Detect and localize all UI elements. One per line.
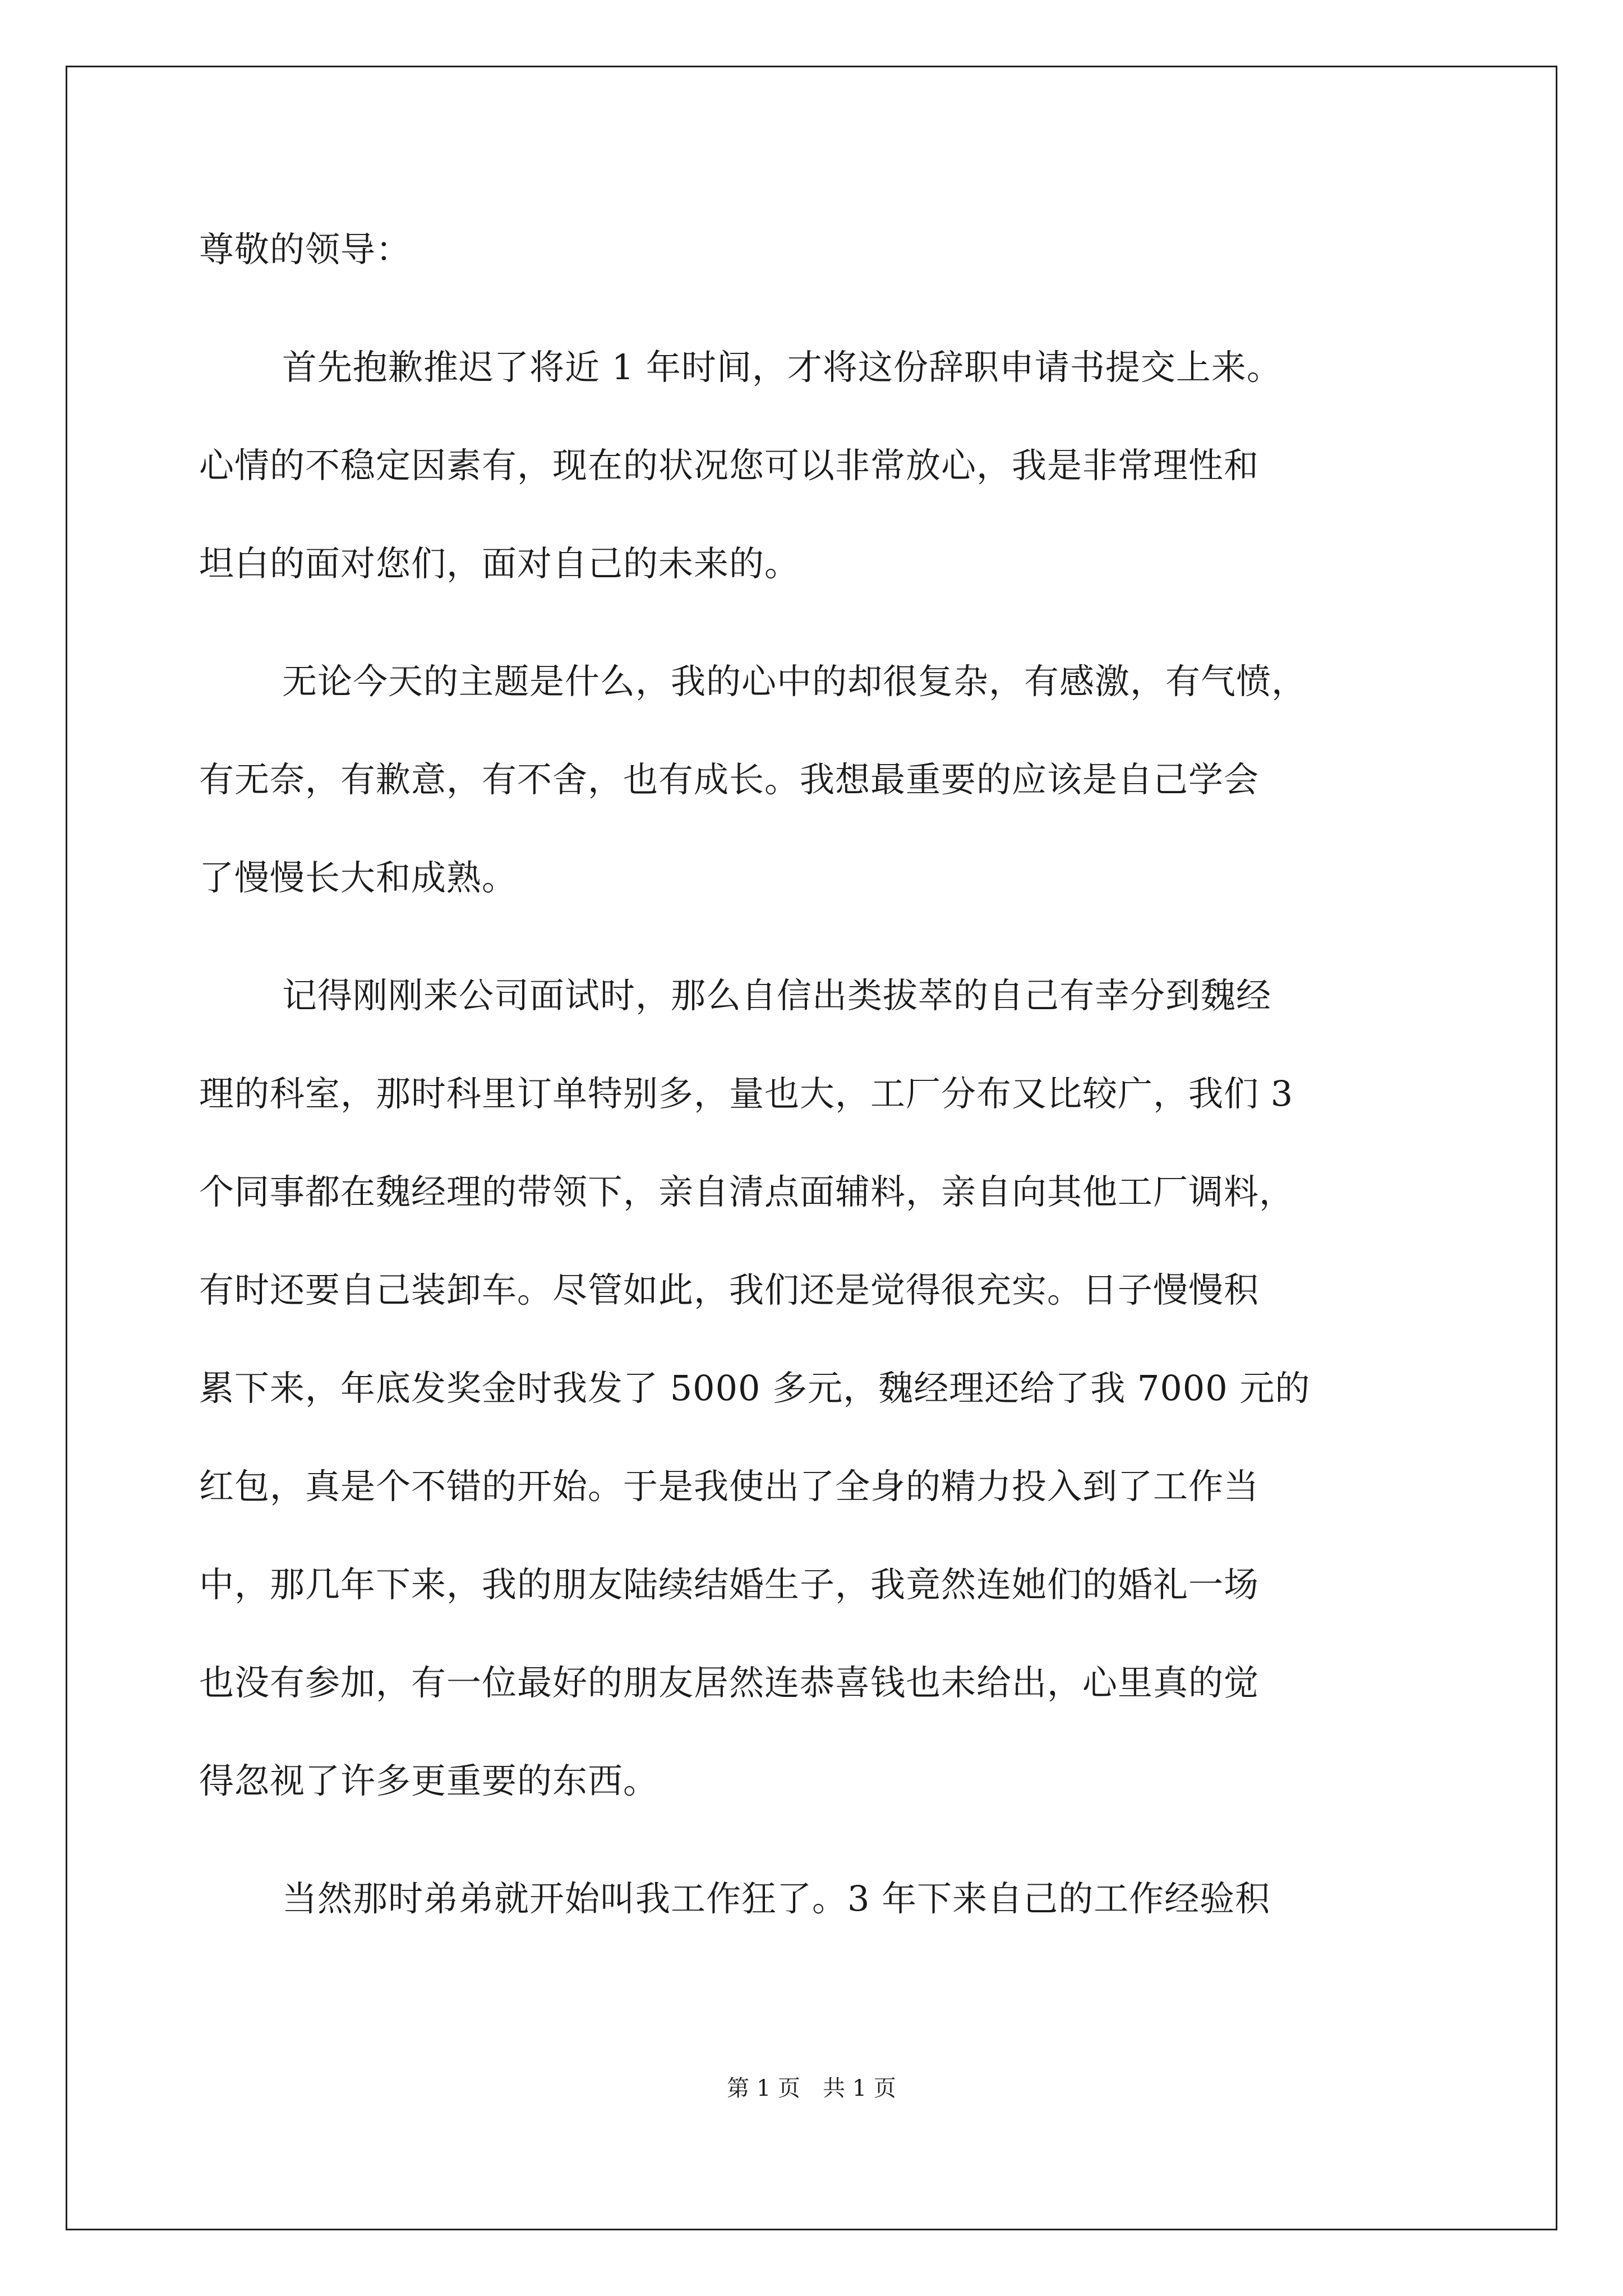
paragraph-2-line-3: 了慢慢长大和成熟。 — [199, 857, 518, 898]
paragraph-3-line-3: 个同事都在魏经理的带领下，亲自清点面辅料，亲自向其他工厂调料， — [199, 1171, 1295, 1212]
paragraph-3-line-7: 中，那几年下来，我的朋友陆续结婚生子，我竟然连她们的婚礼一场 — [199, 1564, 1260, 1605]
paragraph-3-line-6: 红包，真是个不错的开始。于是我使出了全身的精力投入到了工作当 — [199, 1466, 1260, 1507]
paragraph-1-line-3: 坦白的面对您们，面对自己的未来的。 — [199, 543, 800, 584]
paragraph-3-line-1: 记得刚刚来公司面试时，那么自信出类拔萃的自己有幸分到魏经 — [282, 975, 1272, 1016]
paragraph-4-line-1: 当然那时弟弟就开始叫我工作狂了。3 年下来自己的工作经验积 — [282, 1878, 1271, 1919]
paragraph-3-line-5: 累下来，年底发奖金时我发了 5000 多元，魏经理还给了我 7000 元的 — [199, 1368, 1311, 1409]
paragraph-1-line-1: 首先抱歉推迟了将近 1 年时间，才将这份辞职申请书提交上来。 — [282, 347, 1282, 388]
paragraph-2-line-2: 有无奈，有歉意，有不舍，也有成长。我想最重要的应该是自己学会 — [199, 759, 1260, 800]
paragraph-3-line-4: 有时还要自己装卸车。尽管如此，我们还是觉得很充实。日子慢慢积 — [199, 1269, 1260, 1310]
paragraph-3-line-9: 得忽视了许多更重要的东西。 — [199, 1760, 659, 1801]
paragraph-3-line-2: 理的科室，那时科里订单特别多，量也大，工厂分布又比较广，我们 3 — [199, 1073, 1294, 1114]
paragraph-1-line-2: 心情的不稳定因素有，现在的状况您可以非常放心，我是非常理性和 — [199, 445, 1260, 486]
paragraph-2-line-1: 无论今天的主题是什么，我的心中的却很复杂，有感激，有气愤， — [282, 661, 1307, 702]
salutation: 尊敬的领导： — [199, 229, 412, 270]
page-number-footer: 第 1 页 共 1 页 — [727, 2076, 896, 2101]
paragraph-3-line-8: 也没有参加，有一位最好的朋友居然连恭喜钱也未给出，心里真的觉 — [199, 1662, 1260, 1703]
